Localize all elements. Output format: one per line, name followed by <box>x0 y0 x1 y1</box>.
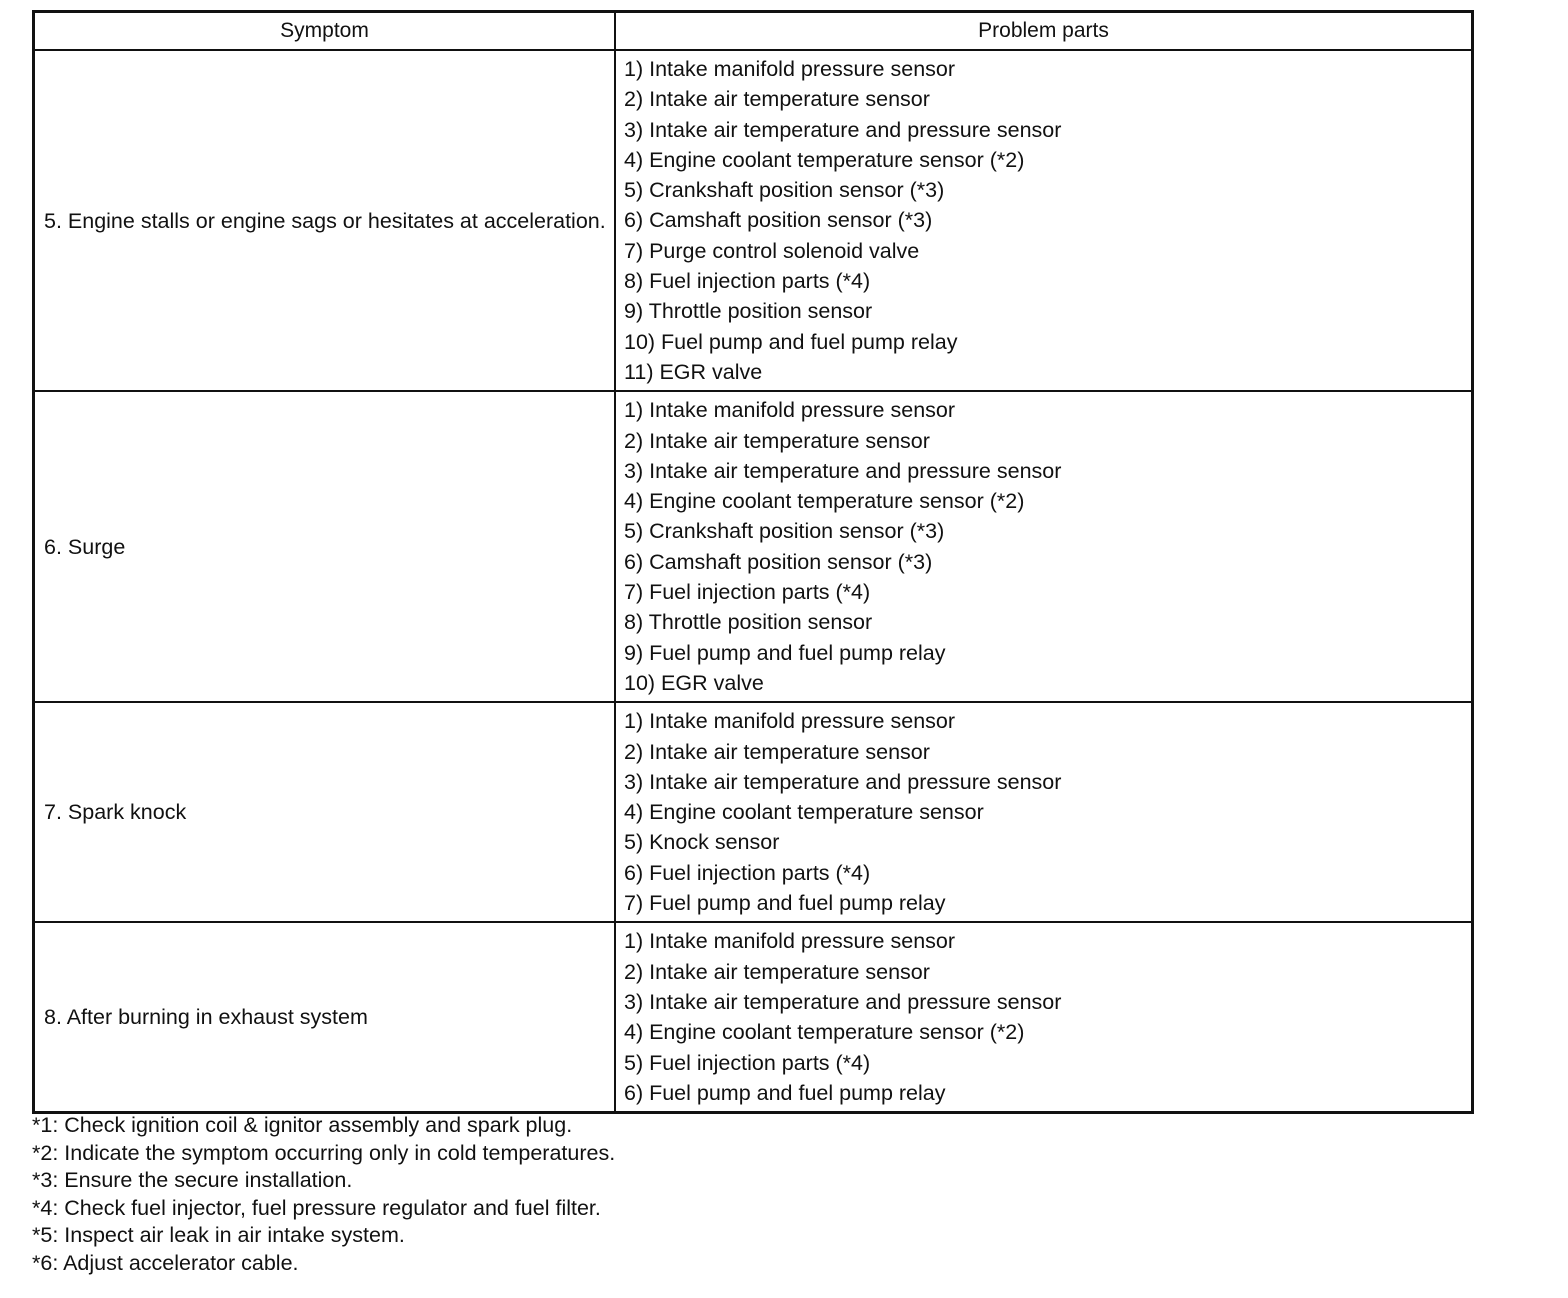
part-item: 5) Knock sensor <box>624 830 780 855</box>
part-item: 3) Intake air temperature and pressure sensor <box>624 458 1062 483</box>
part-item: 9) Throttle position sensor <box>624 299 873 324</box>
footnotes <box>32 1112 615 1277</box>
part-item: 6) Fuel pump and fuel pump relay <box>624 1080 946 1105</box>
table-row <box>35 50 1471 391</box>
parts-list <box>624 926 1471 1108</box>
table-row <box>35 702 1471 922</box>
part-item: 8) Throttle position sensor <box>624 610 873 635</box>
table-body <box>35 50 1471 1111</box>
part-item: 4) Engine coolant temperature sensor <box>624 800 984 825</box>
part-item: 2) Intake air temperature sensor <box>624 739 930 764</box>
symptom-cell: 7. Spark knock <box>35 702 615 922</box>
symptom-cell: 8. After burning in exhaust system <box>35 922 615 1111</box>
parts-list <box>624 54 1471 387</box>
part-item: 6) Camshaft position sensor (*3) <box>624 208 933 233</box>
part-item: 2) Intake air temperature sensor <box>624 959 930 984</box>
parts-list <box>624 706 1471 918</box>
footnote: *4: Check fuel injector, fuel pressure regulator and fuel filter. <box>32 1195 601 1220</box>
part-item: 2) Intake air temperature sensor <box>624 428 930 453</box>
part-item: 3) Intake air temperature and pressure sensor <box>624 769 1062 794</box>
part-item: 7) Fuel pump and fuel pump relay <box>624 891 946 916</box>
symptom-table-container <box>32 10 1474 1114</box>
part-item: 11) EGR valve <box>624 359 763 384</box>
symptom-table <box>35 13 1471 1111</box>
part-item: 10) EGR valve <box>624 670 764 695</box>
parts-cell <box>615 922 1471 1111</box>
header-symptom: Symptom <box>35 13 615 50</box>
footnote: *2: Indicate the symptom occurring only in cold temperatures. <box>32 1140 616 1165</box>
footnote: *5: Inspect air leak in air intake system. <box>32 1223 405 1247</box>
part-item: 5) Fuel injection parts (*4) <box>624 1050 871 1075</box>
part-item: 5) Crankshaft position sensor (*3) <box>624 519 945 544</box>
part-item: 6) Fuel injection parts (*4) <box>624 860 871 885</box>
parts-cell <box>615 391 1471 702</box>
part-item: 2) Intake air temperature sensor <box>624 87 930 112</box>
part-item: 4) Engine coolant temperature sensor (*2) <box>624 489 1025 514</box>
part-item: 8) Fuel injection parts (*4) <box>624 269 871 294</box>
header-problem-parts: Problem parts <box>615 13 1471 50</box>
parts-cell <box>615 50 1471 391</box>
symptom-cell: 6. Surge <box>35 391 615 702</box>
part-item: 1) Intake manifold pressure sensor <box>624 929 956 954</box>
footnote: *3: Ensure the secure installation. <box>32 1168 353 1192</box>
part-item: 4) Engine coolant temperature sensor (*2) <box>624 1020 1025 1045</box>
part-item: 6) Camshaft position sensor (*3) <box>624 549 933 574</box>
part-item: 3) Intake air temperature and pressure sensor <box>624 117 1062 142</box>
table-row <box>35 391 1471 702</box>
part-item: 9) Fuel pump and fuel pump relay <box>624 640 946 665</box>
part-item: 7) Purge control solenoid valve <box>624 238 920 263</box>
table-row <box>35 922 1471 1111</box>
part-item: 1) Intake manifold pressure sensor <box>624 57 956 81</box>
footnote: *6: Adjust accelerator cable. <box>32 1250 299 1275</box>
part-item: 4) Engine coolant temperature sensor (*2) <box>624 147 1025 172</box>
parts-list <box>624 395 1471 698</box>
part-item: 3) Intake air temperature and pressure sensor <box>624 989 1062 1014</box>
parts-cell <box>615 702 1471 922</box>
part-item: 5) Crankshaft position sensor (*3) <box>624 178 945 203</box>
part-item: 1) Intake manifold pressure sensor <box>624 709 956 734</box>
table-header-row <box>35 13 1471 50</box>
part-item: 7) Fuel injection parts (*4) <box>624 580 871 605</box>
part-item: 1) Intake manifold pressure sensor <box>624 398 956 423</box>
symptom-cell: 5. Engine stalls or engine sags or hesitates at acceleration. <box>35 50 615 391</box>
part-item: 10) Fuel pump and fuel pump relay <box>624 329 958 354</box>
footnote: *1: Check ignition coil & ignitor assembly and spark plug. <box>32 1113 573 1137</box>
